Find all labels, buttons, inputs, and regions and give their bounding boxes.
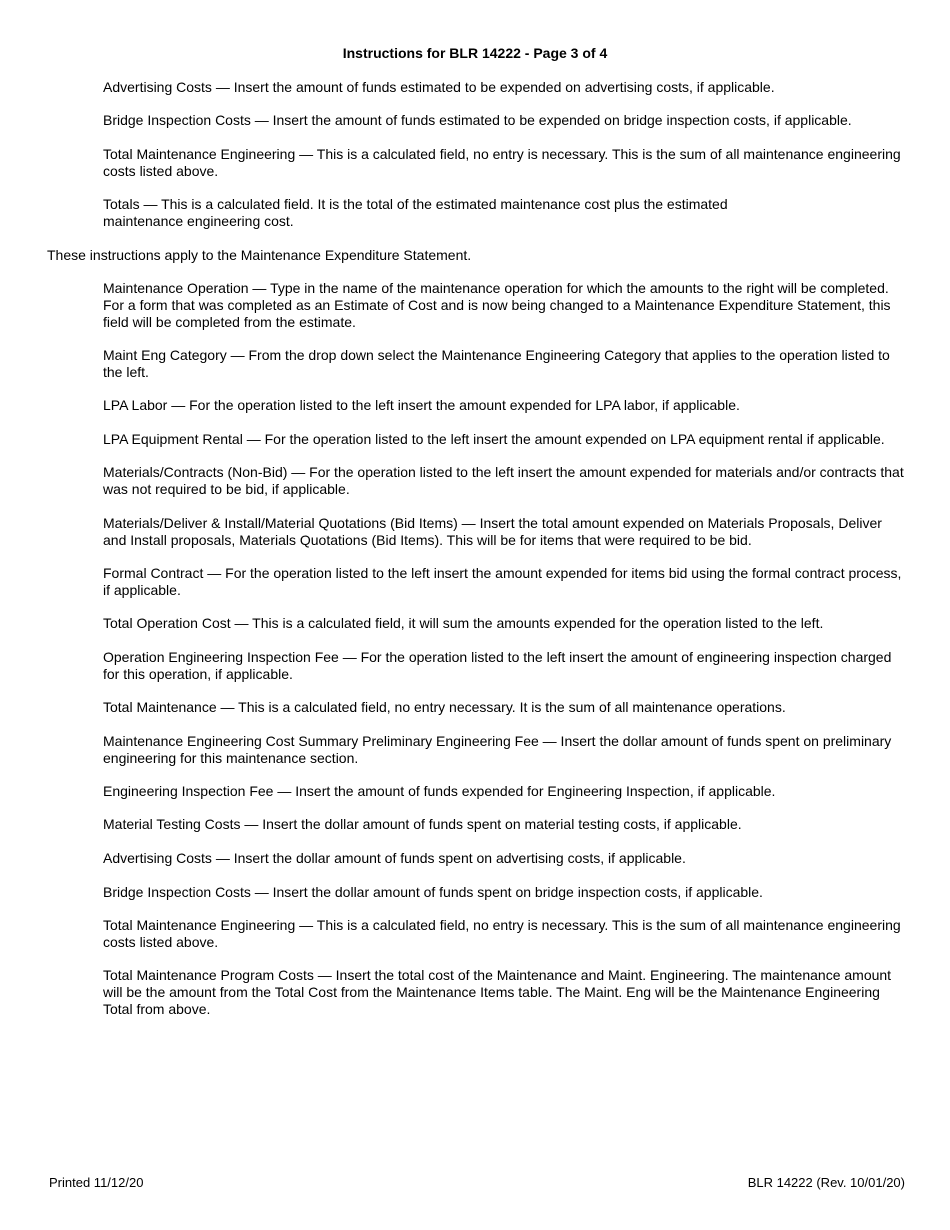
page-title: Instructions for BLR 14222 - Page 3 of 4 — [342, 45, 608, 61]
paragraph-preliminary-engineering-fee: Maintenance Engineering Cost Summary Preliminary Engineering Fee — Insert the dollar amount of funds spent on preliminary engineering for this maintenance section. — [103, 733, 892, 766]
paragraph-bridge-inspection-costs-estimate: Bridge Inspection Costs — Insert the amount of funds estimated to be expended on bridge inspection costs, if applicable. — [103, 112, 852, 128]
totals-line-2: maintenance engineering cost. — [103, 213, 294, 229]
paragraph-operation-engineering-inspection-fee: Operation Engineering Inspection Fee — For the operation listed to the left insert the amount of engineering inspection charged for this operation, if applicable. — [103, 649, 892, 682]
paragraph-advertising-costs-expenditure: Advertising Costs — Insert the dollar amount of funds spent on advertising costs, if applicable. — [103, 850, 686, 866]
paragraph-material-testing-costs: Material Testing Costs — Insert the dollar amount of funds spent on material testing costs, if applicable. — [103, 816, 742, 832]
paragraph-materials-contracts-non-bid: Materials/Contracts (Non-Bid) — For the operation listed to the left insert the amount expended for materials and/or contracts that was not required to be bid, if applicable. — [103, 464, 904, 497]
paragraph-total-maintenance-program-costs: Total Maintenance Program Costs — Insert the total cost of the Maintenance and Maint. Engineering. The maintenance amount will be the amount from the Total Cost from the Maintenance Items table. The Maint. Eng will be the Maintenance Engineering Total from above. — [103, 967, 892, 1017]
paragraph-engineering-inspection-fee: Engineering Inspection Fee — Insert the amount of funds expended for Engineering Inspection, if applicable. — [103, 783, 776, 799]
footer-form-id: BLR 14222 (Rev. 10/01/20) — [747, 1175, 905, 1190]
paragraph-total-operation-cost: Total Operation Cost — This is a calculated field, it will sum the amounts expended for the operation listed to the left. — [103, 615, 824, 631]
paragraph-maint-eng-category: Maint Eng Category — From the drop down select the Maintenance Engineering Category that applies to the operation listed to the left. — [103, 347, 890, 380]
totals-line-1: Totals — This is a calculated field. It is the total of the estimated maintenance cost plus the estimated — [103, 196, 728, 212]
paragraph-lpa-equipment-rental: LPA Equipment Rental — For the operation listed to the left insert the amount expended on LPA equipment rental if applicable. — [103, 431, 885, 447]
paragraph-bridge-inspection-costs-expenditure: Bridge Inspection Costs — Insert the dollar amount of funds spent on bridge inspection costs, if applicable. — [103, 884, 763, 900]
paragraph-total-maintenance-engineering-expenditure: Total Maintenance Engineering — This is a calculated field, no entry is necessary. This is the sum of all maintenance engineering costs listed above. — [103, 917, 901, 950]
paragraph-total-maintenance-engineering-estimate: Total Maintenance Engineering — This is a calculated field, no entry is necessary. This is the sum of all maintenance engineering costs listed above. — [103, 146, 901, 179]
paragraph-formal-contract: Formal Contract — For the operation listed to the left insert the amount expended for items bid using the formal contract process, if applicable. — [103, 565, 902, 598]
paragraph-totals-estimate — [103, 196, 909, 230]
paragraph-advertising-costs-estimate: Advertising Costs — Insert the amount of funds estimated to be expended on advertising costs, if applicable. — [103, 79, 775, 95]
section-intro-expenditure: These instructions apply to the Maintenance Expenditure Statement. — [47, 247, 472, 263]
footer-printed-date: Printed 11/12/20 — [49, 1175, 144, 1190]
paragraph-materials-bid-items: Materials/Deliver & Install/Material Quotations (Bid Items) — Insert the total amount expended on Materials Proposals, Deliver and Install proposals, Materials Quotations (Bid Items). This will be for items that were required to be bid. — [103, 515, 882, 548]
paragraph-lpa-labor: LPA Labor — For the operation listed to the left insert the amount expended for LPA labor, if applicable. — [103, 397, 740, 413]
paragraph-maintenance-operation: Maintenance Operation — Type in the name of the maintenance operation for which the amounts to the right will be completed. For a form that was completed as an Estimate of Cost and is now being changed to a Maintenance Expenditure Statement, this field will be completed from the estimate. — [103, 280, 891, 330]
paragraph-total-maintenance: Total Maintenance — This is a calculated field, no entry necessary. It is the sum of all maintenance operations. — [103, 699, 786, 715]
